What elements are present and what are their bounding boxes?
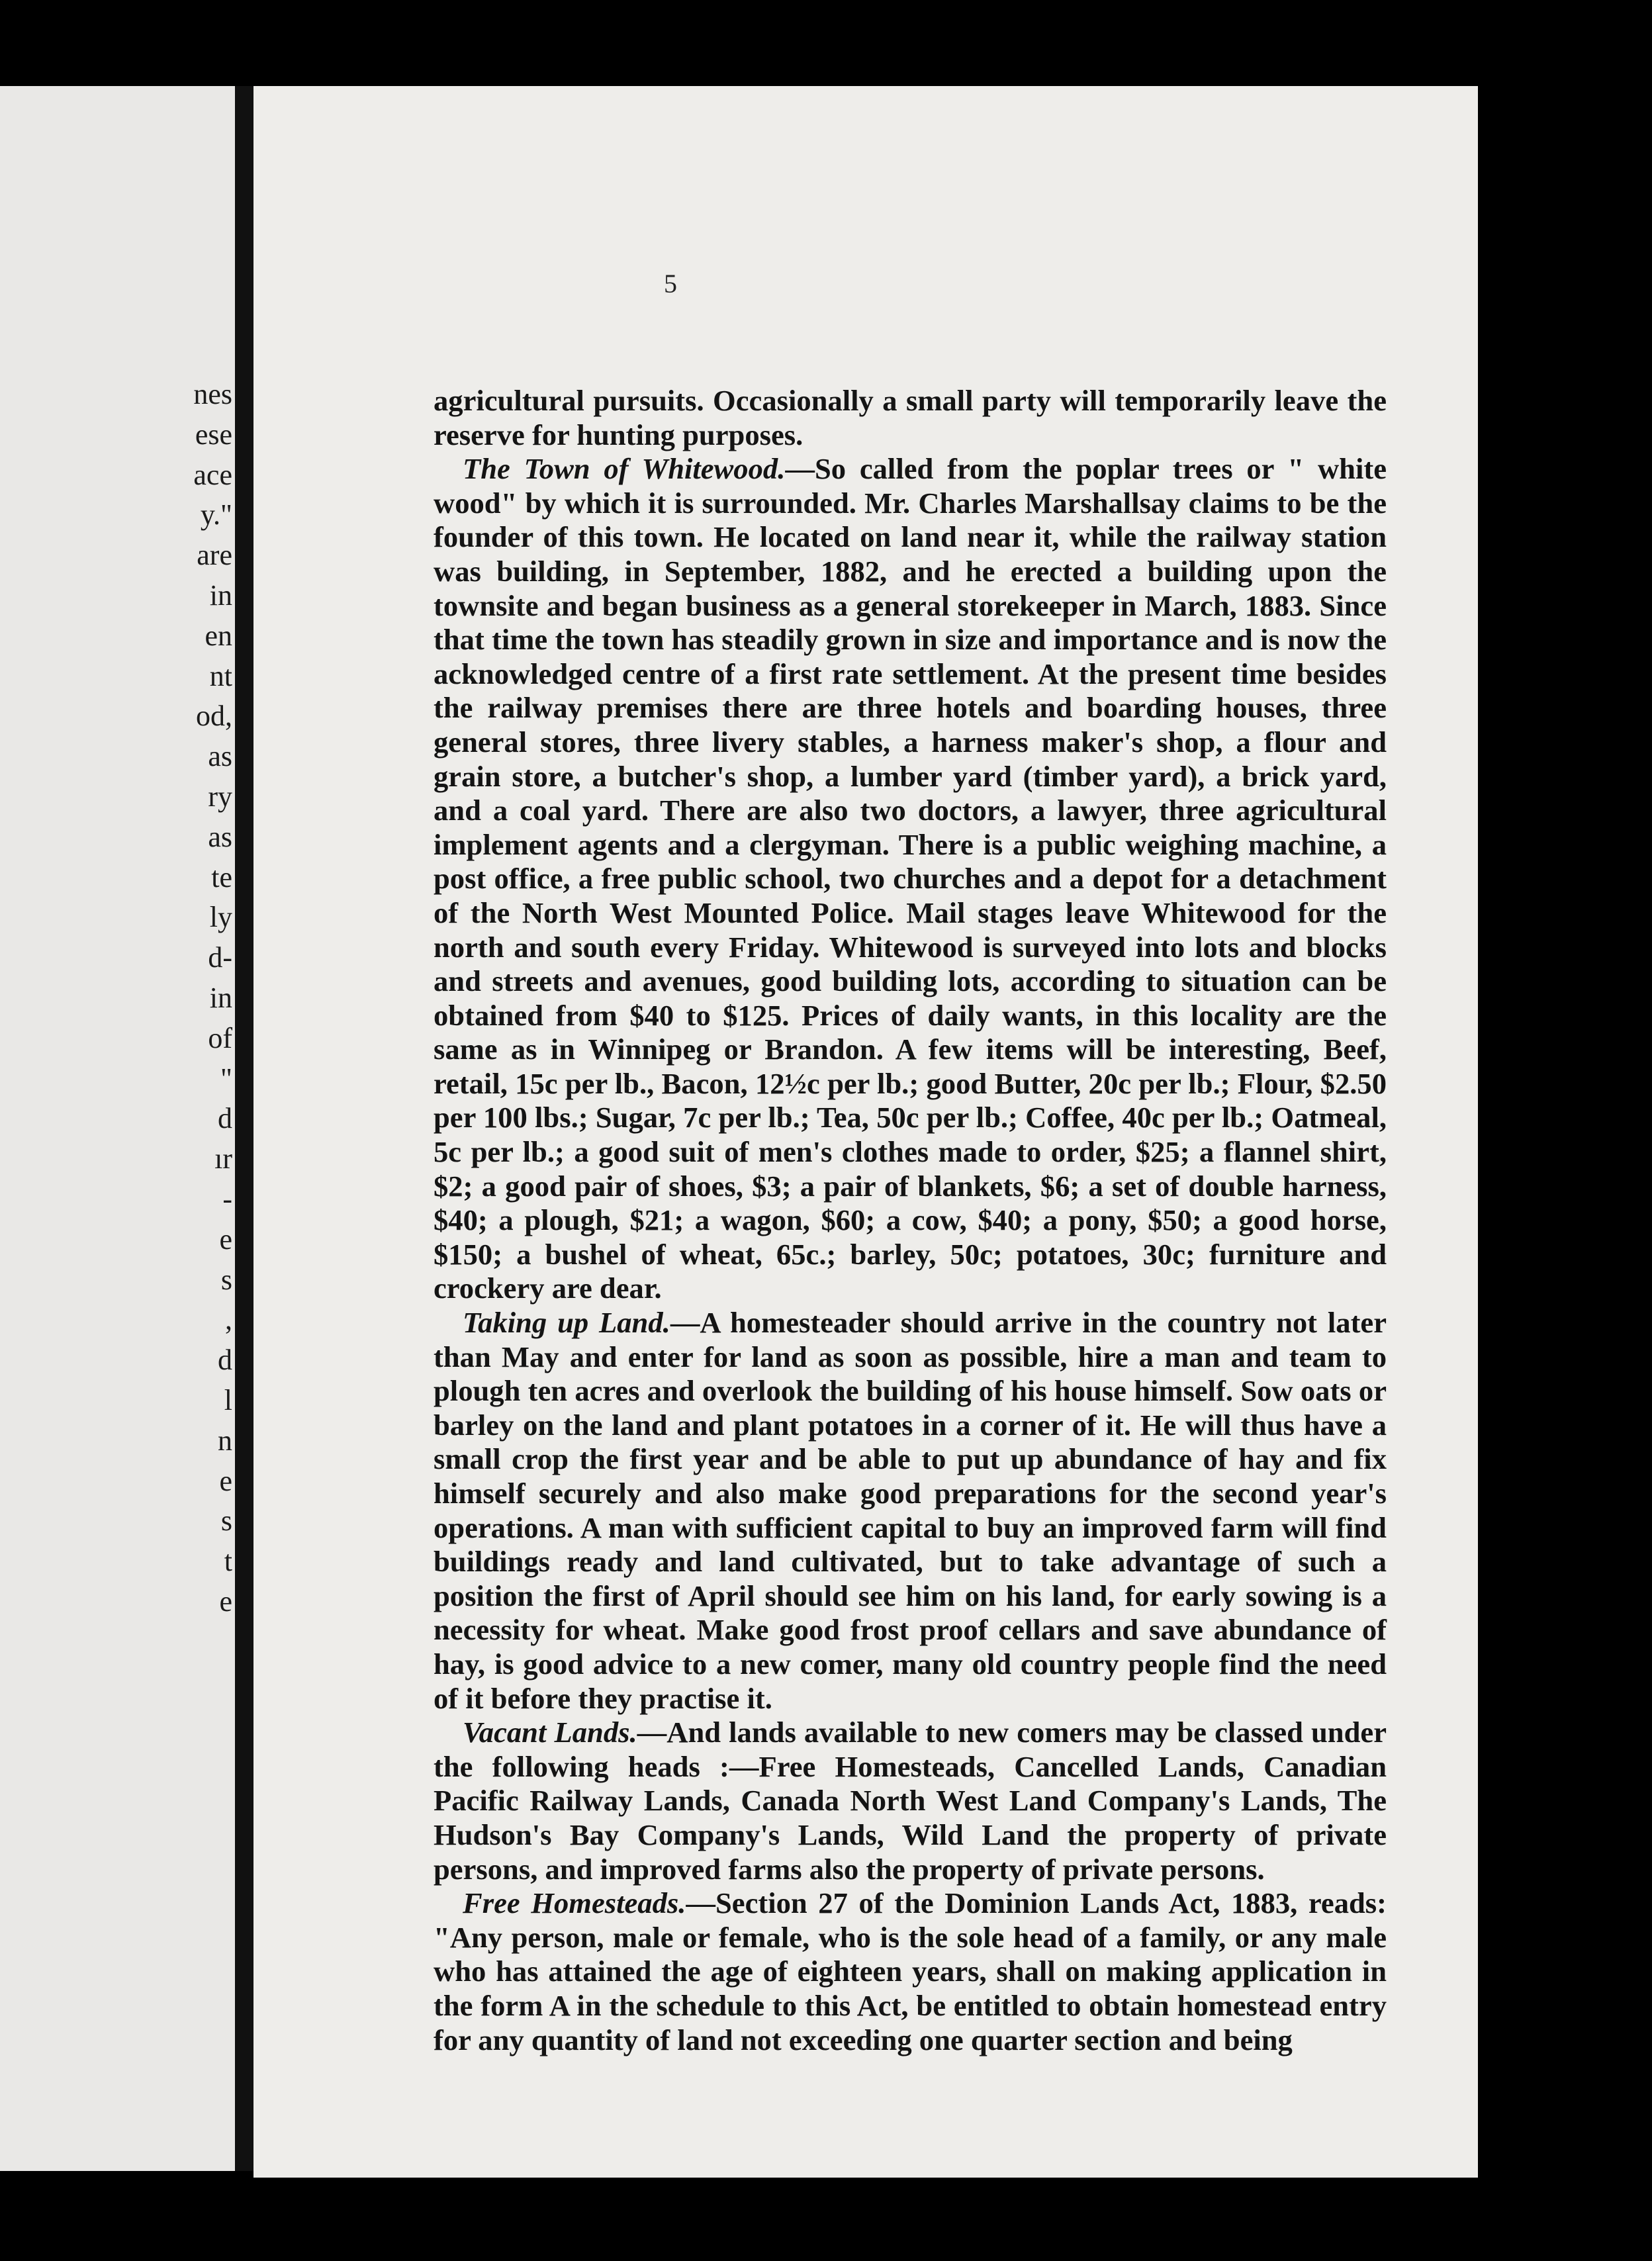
paragraph-intro <box>434 384 1387 452</box>
left-fragment: are <box>197 539 232 572</box>
left-fragment: d <box>218 1344 232 1377</box>
paragraph-body: —So called from the poplar trees or " white wood" by which it is surrounded. Mr. Charles Marshallsay claims to be the founder of this town. He located on land near it, while the railway station was building, in September, 1882, and he erected a building upon the townsite and began business as a general storekeeper in March, 1883. Since that time the town has steadily grown in size and importance and is now the acknowledged centre of a first rate settlement. At the present time besides the railway premises there are three hotels and boarding houses, three general stores, three livery stables, a harness maker's shop, a flour and grain store, a butcher's shop, a lumber yard (timber yard), a brick yard, and a coal yard. There are also two doctors, a lawyer, three agricultural implement agents and a clergyman. There is a public weighing machine, a post office, a free public school, two churches and a depot for a detachment of the North West Mounted Police. Mail stages leave Whitewood for the north and south every Friday. Whitewood is surveyed into lots and blocks and streets and avenues, good building lots, according to situation can be obtained from $40 to $125. Prices of daily wants, in this locality are the same as in Winnipeg or Brandon. A few items will be interesting, Beef, retail, 15c per lb., Bacon, 12½c per lb.; good Butter, 20c per lb.; Flour, $2.50 per 100 lbs.; Sugar, 7c per lb.; Tea, 50c per lb.; Coffee, 40c per lb.; Oatmeal, 5c per lb.; a good suit of men's clothes made to order, $25; a flannel shirt, $2; a good pair of shoes, $3; a pair of blankets, $6; a set of double harness, $40; a plough, $21; a wagon, $60; a cow, $40; a pony, $50; a good horse, $150; a bushel of wheat, 65c.; barley, 50c; potatoes, 30c; furniture and crockery are dear. <box>434 452 1387 1305</box>
left-fragment: , <box>225 1303 232 1336</box>
paragraph-heading: Taking up Land. <box>463 1306 670 1340</box>
left-page <box>0 86 235 2171</box>
left-page-fragments <box>193 377 232 1625</box>
paragraph-heading: Vacant Lands. <box>463 1716 637 1749</box>
paragraph-heading: The Town of Whitewood. <box>463 452 786 486</box>
left-fragment: en <box>205 619 232 652</box>
left-fragment: in <box>209 578 232 612</box>
left-fragment: l <box>224 1383 232 1416</box>
left-fragment: - <box>222 1182 232 1215</box>
left-fragment: of <box>208 1021 232 1054</box>
page-text <box>434 384 1387 2057</box>
left-fragment: t <box>224 1545 232 1578</box>
left-fragment: od, <box>196 700 232 733</box>
paragraph-taking-up-land <box>434 1306 1387 1716</box>
left-fragment: ır <box>214 1142 232 1176</box>
left-fragment: e <box>219 1223 232 1256</box>
left-fragment: e <box>219 1585 232 1618</box>
page-gutter <box>235 86 253 2171</box>
paragraph-heading: Free Homesteads. <box>463 1886 686 1920</box>
left-fragment: n <box>218 1424 232 1457</box>
paragraph-town-of-whitewood <box>434 452 1387 1306</box>
paragraph-vacant-lands <box>434 1716 1387 1886</box>
left-fragment: nt <box>209 659 232 692</box>
left-fragment: te <box>211 860 232 894</box>
left-fragment: e <box>219 1464 232 1497</box>
left-fragment: y." <box>200 498 232 531</box>
paragraph-body: —And lands available to new comers may be classed under the following heads :—Free Homesteads, Cancelled Lands, Canadian Pacific Railway Lands, Canada North West Land Company's Lands, The Hudson's Bay Company's Lands, Wild Land the property of private persons, and improved farms also the property of private persons. <box>434 1716 1387 1886</box>
page-number: 5 <box>664 269 677 299</box>
left-fragment: as <box>208 820 232 853</box>
left-fragment: s <box>220 1263 232 1296</box>
left-fragment: d- <box>208 941 232 974</box>
left-fragment: ace <box>193 458 232 491</box>
left-fragment: nes <box>193 378 232 410</box>
paragraph-body: agricultural pursuits. Occasionally a small party will temporarily leave the reserve for hunting purposes. <box>434 384 1387 451</box>
left-fragment: in <box>209 981 232 1014</box>
left-fragment: ry <box>208 780 232 813</box>
left-fragment: d <box>218 1102 232 1135</box>
left-fragment: as <box>208 740 232 773</box>
left-fragment: s <box>220 1504 232 1538</box>
left-fragment: " <box>220 1062 232 1095</box>
left-fragment: ly <box>209 901 232 934</box>
paragraph-free-homesteads <box>434 1886 1387 2057</box>
paragraph-body: —Section 27 of the Dominion Lands Act, 1883, reads: "Any person, male or female, who is the sole head of a family, or any male who has attained the age of eighteen years, shall on making application in the form A in the schedule to this Act, be entitled to obtain homestead entry for any quantity of land not exceeding one quarter section and being <box>434 1886 1387 2056</box>
left-fragment: ese <box>195 418 232 451</box>
paragraph-body: —A homesteader should arrive in the country not later than May and enter for land as soon as possible, hire a man and team to plough ten acres and overlook the building of his house himself. Sow oats or barley on the land and plant potatoes in a corner of it. He will thus have a small crop the first year and be able to put up abundance of hay and fix himself securely and also make good preparations for the second year's operations. A man with sufficient capital to buy an improved farm will find buildings ready and land cultivated, but to take advantage of such a position the first of April should see him on his land, for early sowing is a necessity for wheat. Make good frost proof cellars and save abundance of hay, is good advice to a new comer, many old country people find the need of it before they practise it. <box>434 1306 1387 1715</box>
